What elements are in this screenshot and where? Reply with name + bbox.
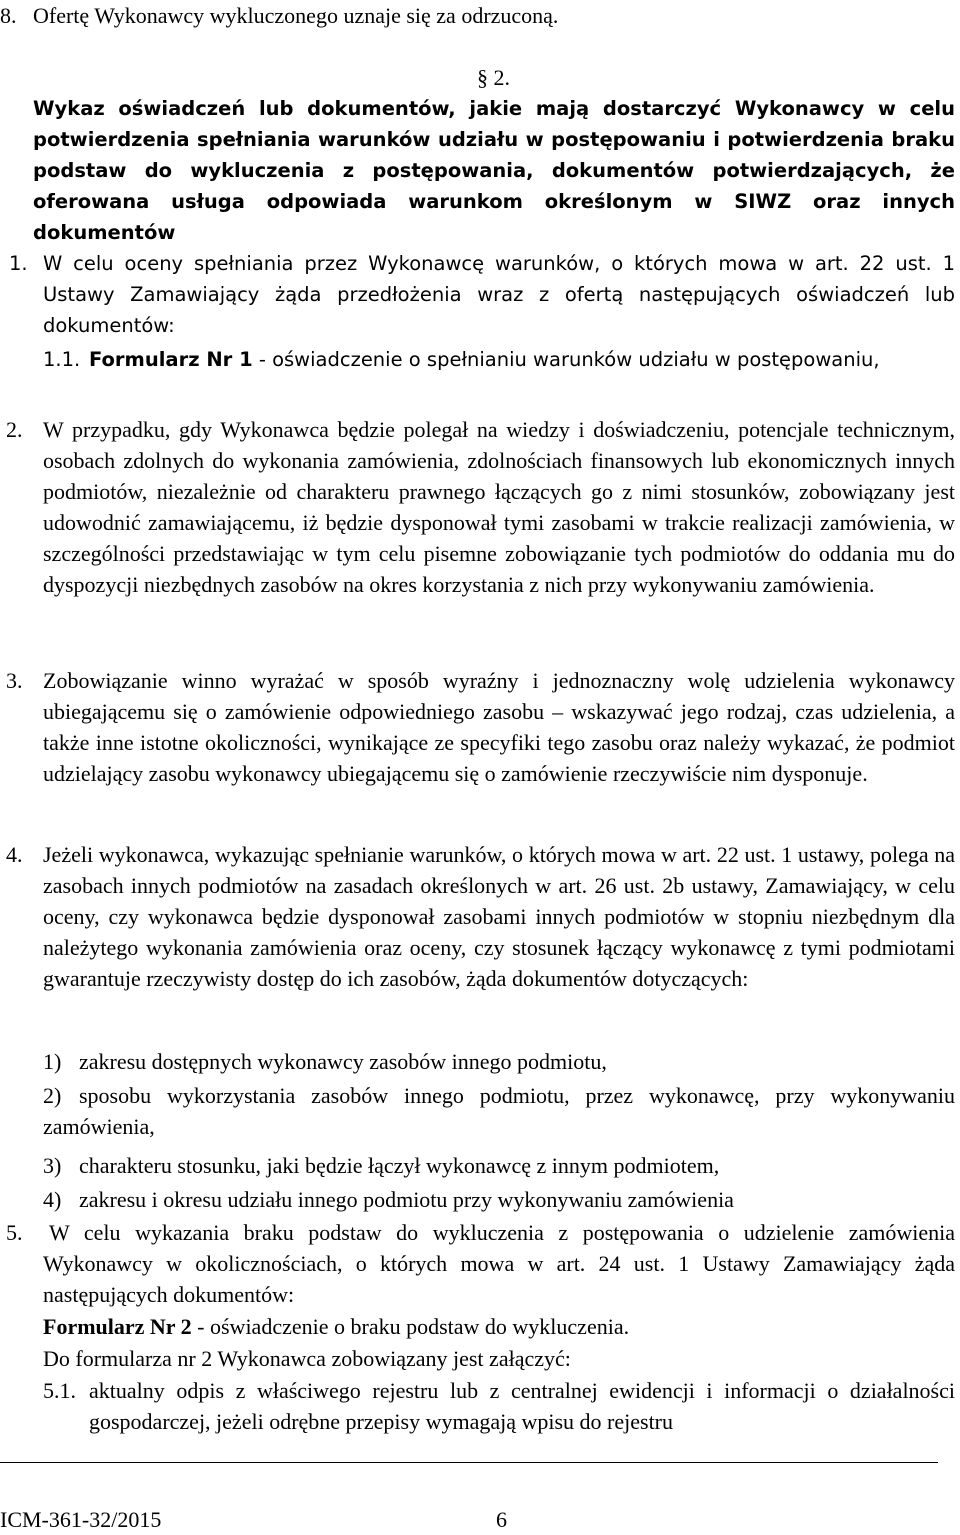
subitem-text: charakteru stosunku, jaki będzie łączył wykonawcę z innym podmiotem, — [79, 1153, 720, 1178]
footer-divider — [0, 1462, 938, 1463]
form-name: Formularz Nr 2 — [43, 1314, 192, 1339]
form-name: Formularz Nr 1 — [89, 348, 253, 371]
form-description: - oświadczenie o spełnianiu warunków udziału w postępowaniu, — [252, 348, 880, 371]
item-number: 5. — [6, 1220, 23, 1245]
item-number: 2. — [6, 417, 23, 442]
subitem-text: zakresu i okresu udziału innego podmiotu przy wykonywaniu zamówienia — [79, 1187, 734, 1212]
item-text: Zobowiązanie winno wyrażać w sposób wyraźny i jednoznaczny wolę udzielenia wykonawcy ubiegającemu się o zamówienie odpowiedniego zasobu – wskazywać jego rodzaj, czas udzielenia, a także inne istotne okoliczności, wynikające ze specyfiki tego zasobu oraz należy wykazać, że podmiot udzielający zasobu wykonawcy ubiegającemu się o zamówienie rzeczywiście nim dysponuje. — [43, 668, 955, 786]
item-number: 4. — [6, 842, 23, 867]
subitem-number: 3) — [43, 1153, 62, 1178]
form-description: - oświadczenie o braku podstaw do wykluczenia. — [191, 1314, 630, 1339]
form-line — [43, 1311, 955, 1342]
item-text: Jeżeli wykonawca, wykazując spełnianie warunków, o których mowa w art. 22 ust. 1 ustawy, polega na zasobach innych podmiotów na zasadach określonych w art. 26 ust. 2b ustawy, Zamawiający, w celu oceny, czy wykonawca będzie dysponował zasobami innych podmiotów w stopniu niezbędnym dla należytego wykonania zamówienia oraz oceny, czy stosunek łączący wykonawcę z tymi podmiotami gwarantuje rzeczywisty dostęp do ich zasobów, żąda dokumentów dotyczących: — [43, 842, 955, 991]
document-reference: ICM-361-32/2015 — [0, 1507, 162, 1532]
subitem-number: 2) — [43, 1083, 62, 1108]
subitem-number: 1.1. — [43, 348, 81, 371]
subitem-text — [89, 344, 955, 375]
subitem-text: sposobu wykorzystania zasobów innego podmiotu, przez wykonawcę, przy wykonywaniu zamówienia, — [43, 1083, 955, 1139]
subitem-number: 1) — [43, 1049, 62, 1074]
attachment-note: Do formularza nr 2 Wykonawca zobowiązany jest załączyć: — [43, 1346, 571, 1371]
section-heading: Wykaz oświadczeń lub dokumentów, jakie mają dostarczyć Wykonawcy w celu potwierdzenia spełniania warunków udziału w postępowaniu i potwierdzenia braku podstaw do wykluczenia z postępowania, dokumentów potwierdzających, że oferowana usługa odpowiada warunkom określonym w SIWZ oraz innych dokumentów — [33, 97, 955, 244]
item-number: 8. — [0, 3, 17, 28]
item-number: 3. — [6, 668, 23, 693]
item-text: W celu wykazania braku podstaw do wykluczenia z postępowania o udzielenie zamówienia Wykonawcy w okolicznościach, o których mowa w art. 24 ust. 1 Ustawy Zamawiający żąda następujących dokumentów: — [43, 1220, 955, 1307]
subitem-number: 4) — [43, 1187, 62, 1212]
section-mark: § 2. — [477, 65, 510, 90]
subitem-number: 5.1. — [43, 1378, 76, 1403]
subitem-text: zakresu dostępnych wykonawcy zasobów innego podmiotu, — [79, 1049, 607, 1074]
item-text: Ofertę Wykonawcy wykluczonego uznaje się za odrzuconą. — [33, 3, 559, 28]
item-text: W przypadku, gdy Wykonawca będzie polegał na wiedzy i doświadczeniu, potencjale technicznym, osobach zdolnych do wykonania zamówienia, zdolnościach finansowych lub ekonomicznych innych podmiotów, niezależnie od charakteru prawnego łączących go z nimi stosunków, zobowiązany jest udowodnić zamawiającemu, iż będzie dysponował tymi zasobami w trakcie realizacji zamówienia, w szczególności przedstawiając w tym celu pisemne zobowiązanie tych podmiotów do oddania mu do dyspozycji niezbędnych zasobów na okres korzystania z nich przy wykonywaniu zamówienia. — [43, 417, 955, 597]
item-text: W celu oceny spełniania przez Wykonawcę warunków, o których mowa w art. 22 ust. 1 Ustawy Zamawiający żąda przedłożenia wraz z ofertą następujących oświadczeń lub dokumentów: — [43, 252, 955, 337]
page-number: 6 — [496, 1507, 507, 1532]
item-number: 1. — [9, 252, 28, 275]
subitem-text: aktualny odpis z właściwego rejestru lub z centralnej ewidencji i informacji o działalności gospodarczej, jeżeli odrębne przepisy wymagają wpisu do rejestru — [89, 1378, 955, 1434]
